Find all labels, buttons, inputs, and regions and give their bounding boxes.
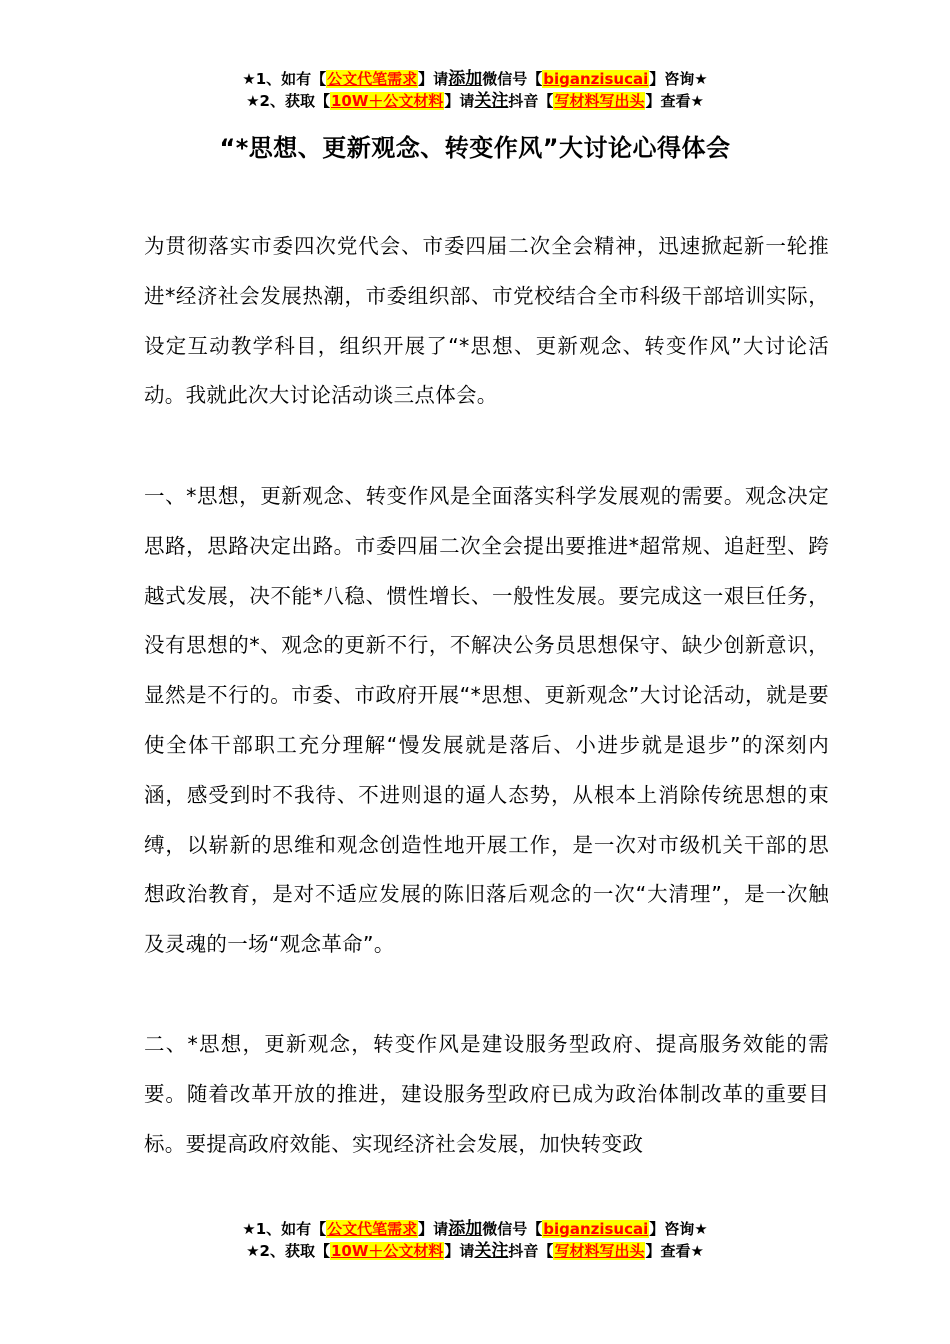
paragraph-section-2: 二、*思想，更新观念，转变作风是建设服务型政府、提高服务效能的需要。随着改革开放的推进，建设服务型政府已成为政治体制改革的重要目标。要提高政府效能、实现经济社会发展，加快转变政 bbox=[144, 1031, 829, 1156]
promo-emphasis: 关注 bbox=[474, 91, 509, 111]
document-title: “*思想、更新观念、转变作风”大讨论心得体会 bbox=[219, 134, 731, 162]
paragraph-spacer bbox=[144, 422, 829, 472]
promo-emphasis: 关注 bbox=[474, 1241, 509, 1261]
promo-highlight: biganzisucai bbox=[543, 70, 649, 88]
promo-text: ★1、如有【 bbox=[242, 70, 327, 88]
promo-text: 】咨询★ bbox=[649, 1220, 708, 1238]
promo-emphasis: 添加 bbox=[448, 69, 483, 89]
promo-highlight: biganzisucai bbox=[543, 1220, 649, 1238]
promo-highlight: 公文代笔需求 bbox=[327, 1220, 418, 1238]
promo-line-1 bbox=[0, 68, 950, 90]
paragraph-section-1: 一、*思想，更新观念、转变作风是全面落实科学发展观的需要。观念决定思路，思路决定出路。市委四届二次全会提出要推进*超常规、追赶型、跨越式发展，决不能*八稳、惯性增长、一般性发展。要完成这一艰巨任务，没有思想的*、观念的更新不行，不解决公务员思想保守、缺少创新意识，显然是不行的。市委、市政府开展“*思想、更新观念”大讨论活动，就是要使全体干部职工充分理解“慢发展就是落后、小进步就是退步”的深刻内涵，感受到时不我待、不进则退的逼人态势，从根本上消除传统思想的束缚，以崭新的思维和观念创造性地开展工作，是一次对市级机关干部的思想政治教育，是对不适应发展的陈旧落后观念的一次“大清理”，是一次触及灵魂的一场“观念革命”。 bbox=[144, 484, 829, 957]
promo-text: 】请 bbox=[444, 1242, 475, 1260]
promo-header bbox=[0, 68, 950, 112]
promo-highlight: 公文代笔需求 bbox=[327, 70, 418, 88]
promo-footer bbox=[0, 1218, 950, 1262]
promo-text: 】请 bbox=[418, 70, 449, 88]
promo-text: ★1、如有【 bbox=[242, 1220, 327, 1238]
promo-highlight: 10W＋公文材料 bbox=[330, 1242, 444, 1260]
promo-text: 】查看★ bbox=[645, 92, 704, 110]
promo-line-1 bbox=[0, 1218, 950, 1240]
promo-emphasis: 添加 bbox=[448, 1219, 483, 1239]
promo-line-2 bbox=[0, 1240, 950, 1262]
promo-text: 抖音【 bbox=[508, 1242, 554, 1260]
promo-text: 】请 bbox=[418, 1220, 449, 1238]
promo-text: ★2、获取【 bbox=[246, 92, 330, 110]
promo-line-2 bbox=[0, 90, 950, 112]
promo-text: 】查看★ bbox=[645, 1242, 704, 1260]
document-body bbox=[144, 222, 829, 1169]
promo-text: 微信号【 bbox=[482, 1220, 543, 1238]
promo-text: 微信号【 bbox=[482, 70, 543, 88]
promo-highlight: 写材料写出头 bbox=[554, 1242, 645, 1260]
paragraph-intro: 为贯彻落实市委四次党代会、市委四届二次全会精神，迅速掀起新一轮推进*经济社会发展热潮，市委组织部、市党校结合全市科级干部培训实际，设定互动教学科目，组织开展了“*思想、更新观念、转变作风”大讨论活动。我就此次大讨论活动谈三点体会。 bbox=[144, 234, 829, 408]
promo-highlight: 写材料写出头 bbox=[554, 92, 645, 110]
paragraph-spacer bbox=[144, 970, 829, 1020]
promo-text: 抖音【 bbox=[508, 92, 554, 110]
promo-highlight: 10W＋公文材料 bbox=[330, 92, 444, 110]
promo-text: ★2、获取【 bbox=[246, 1242, 330, 1260]
promo-text: 】咨询★ bbox=[649, 70, 708, 88]
promo-text: 】请 bbox=[444, 92, 475, 110]
